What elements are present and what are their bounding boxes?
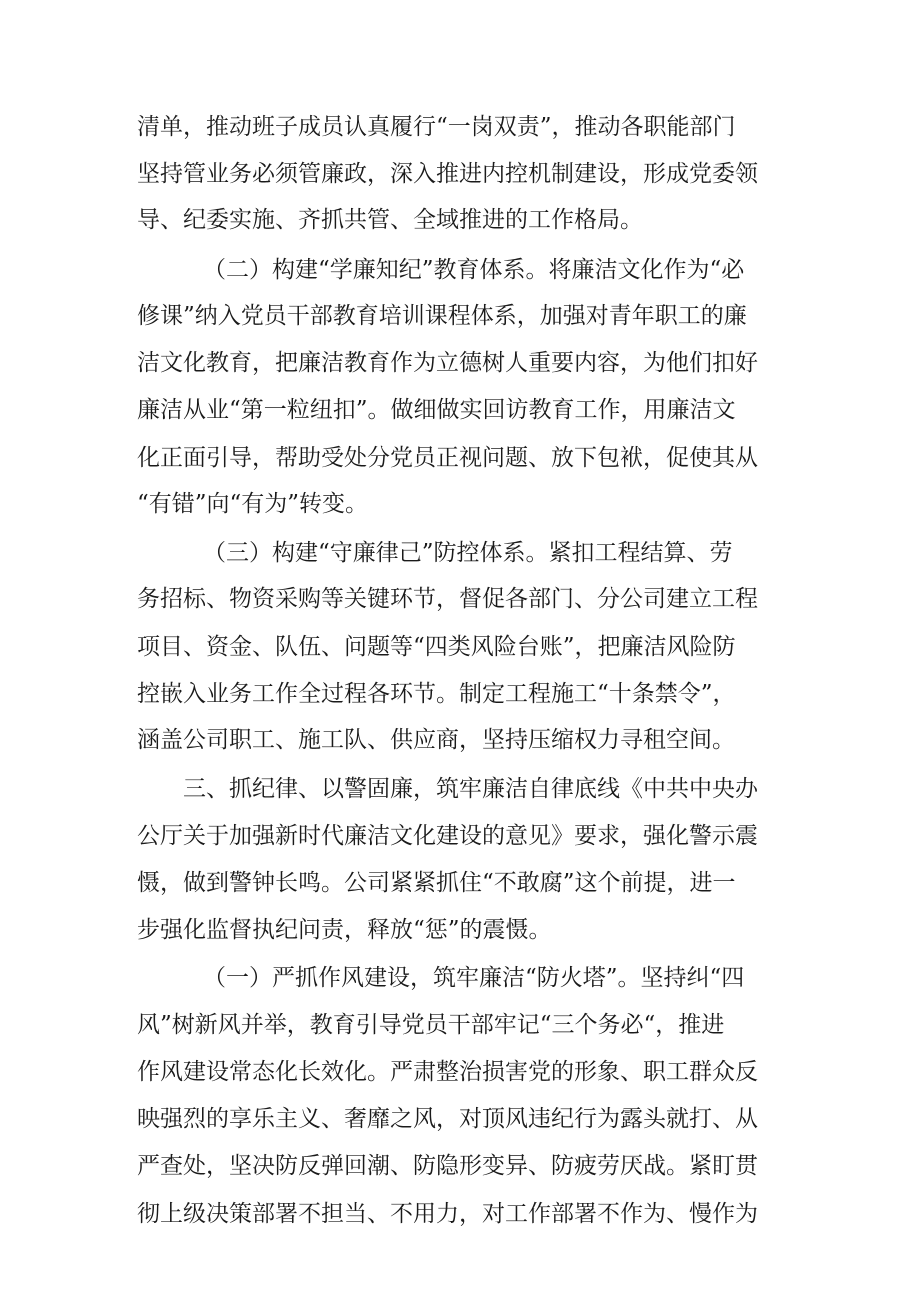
text-line: 彻上级决策部署不担当、不用力，对工作部署不作为、慢作为: [137, 1201, 758, 1227]
text-line: 清单，推动班子成员认真履行“一岗双责”，推动各职能部门: [137, 114, 736, 140]
text-line: 映强烈的享乐主义、奢靡之风，对顶风违纪行为露头就打、从: [137, 1106, 758, 1132]
text-line: 慑，做到警钟长鸣。公司紧紧抓住“不敢腐”这个前提，进一: [137, 870, 736, 896]
text-line: 坚持管业务必须管廉政，深入推进内控机制建设，形成党委领: [137, 161, 758, 187]
text-line: （一）严抓作风建设，筑牢廉洁“防火塔”。坚持纠“四: [203, 965, 745, 991]
text-line: “有错”向“有为”转变。: [137, 491, 369, 517]
text-line: 作风建设常态化长效化。严肃整治损害党的形象、职工群众反: [137, 1059, 758, 1085]
text-line: 步强化监督执纪问责，释放“惩”的震慑。: [137, 917, 552, 943]
text-line: （三）构建“守廉律己”防控体系。紧扣工程结算、劳: [203, 540, 733, 566]
text-line: 修课”纳入党员干部教育培训课程体系，加强对青年职工的廉: [137, 303, 747, 329]
text-line: 涵盖公司职工、施工队、供应商，坚持压缩权力寻租空间。: [137, 727, 735, 753]
text-line: 公厅关于加强新时代廉洁文化建设的意见》要求，强化警示震: [137, 823, 758, 849]
text-line: 务招标、物资采购等关键环节，督促各部门、分公司建立工程: [137, 586, 758, 612]
text-line: 风”树新风并举，教育引导党员干部牢记“三个务必“，推进: [137, 1012, 725, 1038]
text-line: 控嵌入业务工作全过程各环节。制定工程施工“十条禁令”，: [137, 681, 736, 707]
text-line: 洁文化教育，把廉洁教育作为立德树人重要内容，为他们扣好: [137, 350, 758, 376]
text-line: 化正面引导，帮助受处分党员正视问题、放下包袱，促使其从: [137, 445, 758, 471]
text-line: 导、纪委实施、齐抓共管、全域推进的工作格局。: [137, 207, 643, 233]
text-line: 三、抓纪律、以警固廉，筑牢廉洁自律底线《中共中央办: [183, 776, 758, 802]
text-line: （二）构建“学廉知纪”教育体系。将廉洁文化作为“必: [203, 257, 745, 283]
text-line: 项目、资金、队伍、问题等“四类风险台账”，把廉洁风险防: [137, 634, 736, 660]
text-line: 廉洁从业“第一粒纽扣”。做细做实回访教育工作，用廉洁文: [137, 397, 736, 423]
text-line: 严查处，坚决防反弹回潮、防隐形变异、防疲劳厌战。紧盯贯: [137, 1153, 758, 1179]
